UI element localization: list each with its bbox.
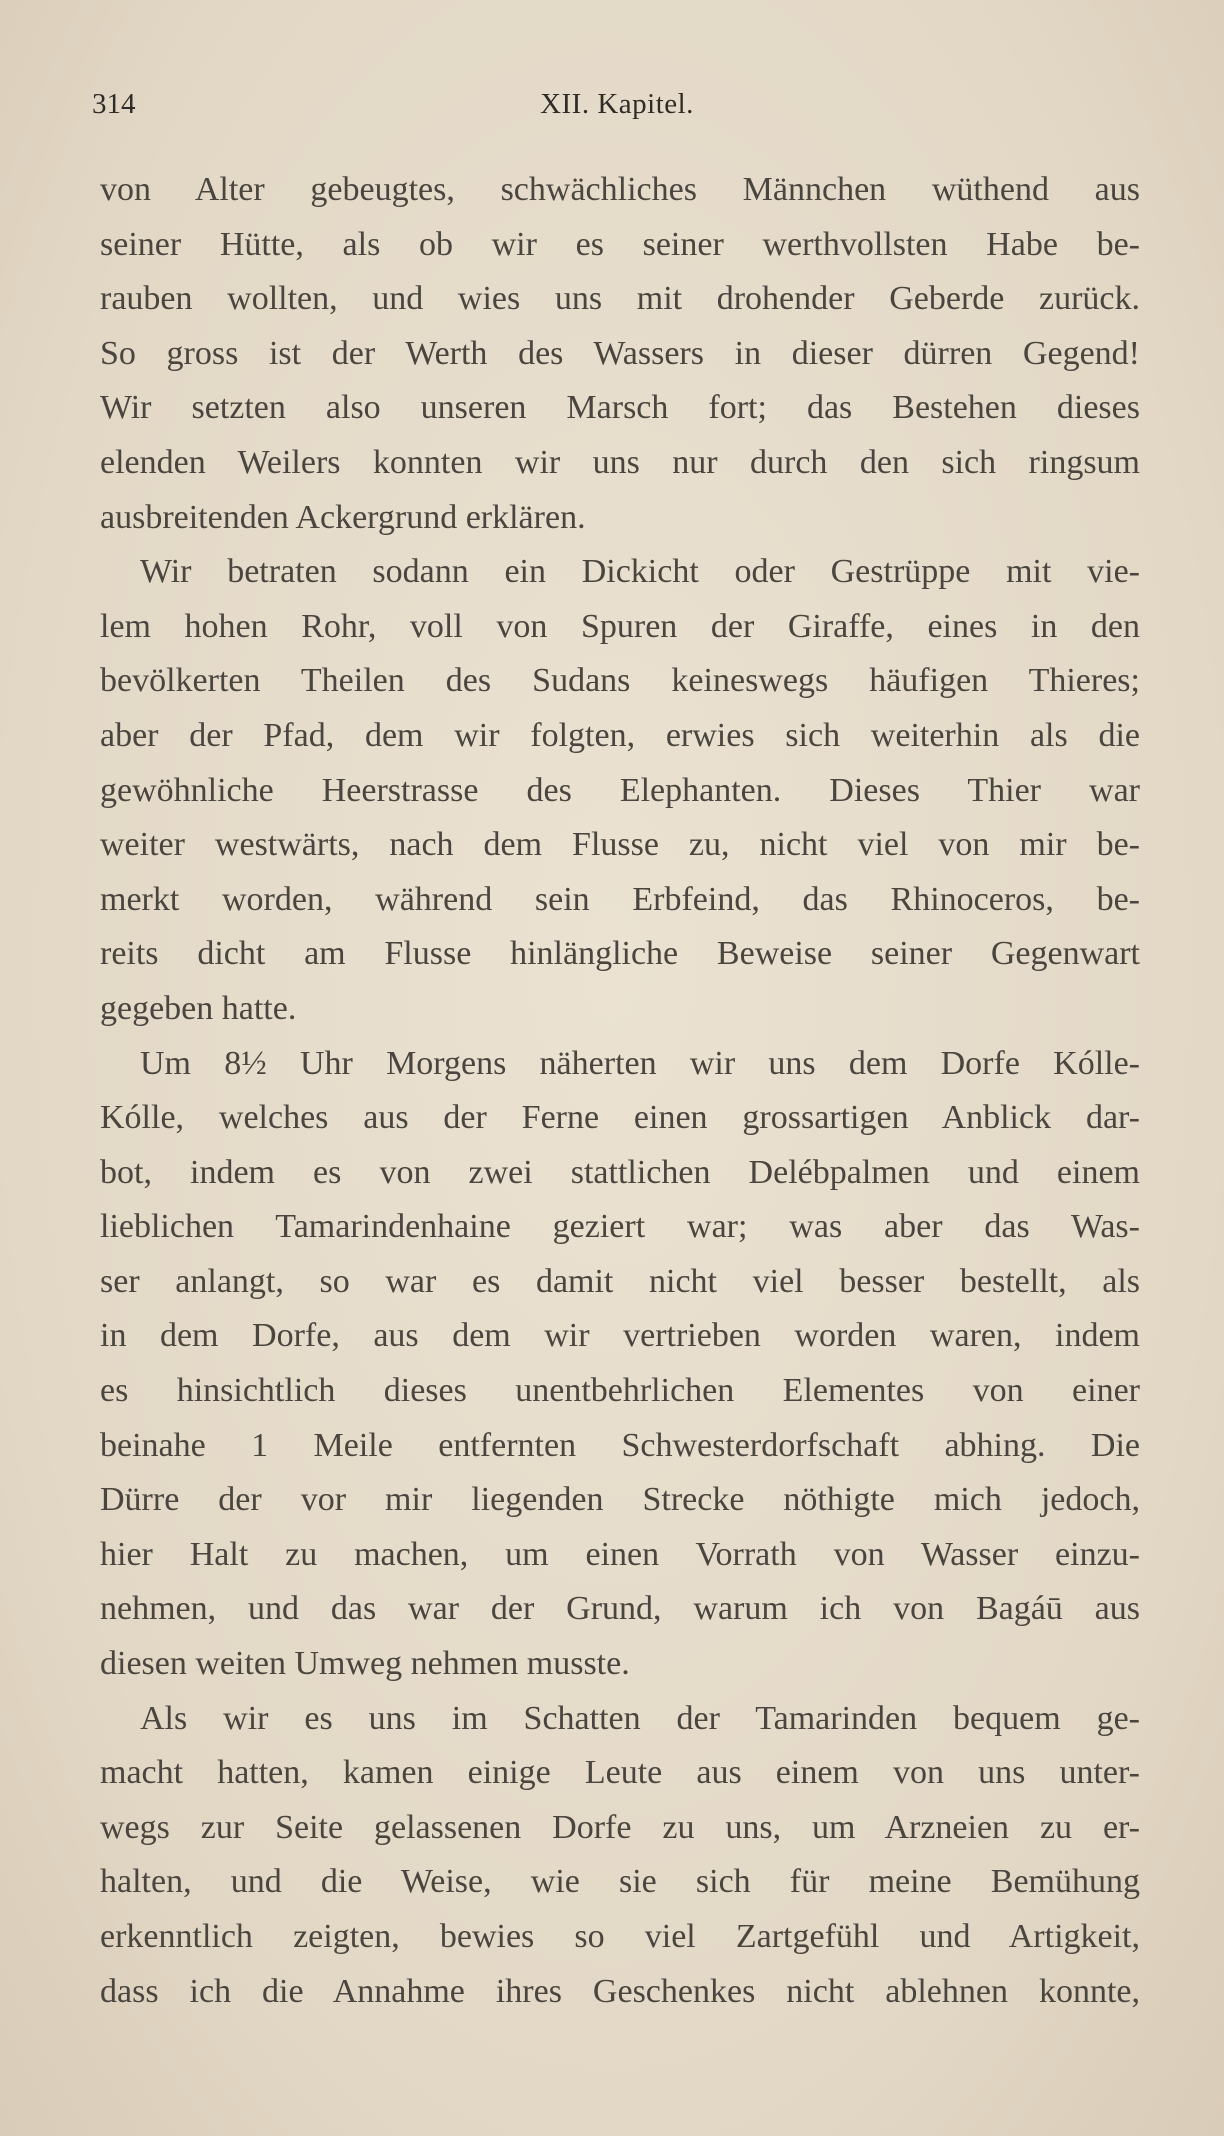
text-line: Kólle, welches aus der Ferne einen grossartigen Anblick dar-	[100, 1099, 1140, 1137]
text-line: ser anlangt, so war es damit nicht viel besser bestellt, als	[100, 1262, 1140, 1300]
running-head: XII. Kapitel.	[540, 88, 694, 120]
text-line: Um 8½ Uhr Morgens näherten wir uns dem Dorfe Kólle-	[140, 1044, 1140, 1082]
text-line: Als wir es uns im Schatten der Tamarinden bequem ge-	[140, 1699, 1140, 1737]
text-line: lieblichen Tamarindenhaine geziert war; was aber das Was-	[100, 1208, 1140, 1246]
text-line: bot, indem es von zwei stattlichen Delébpalmen und einem	[100, 1153, 1140, 1191]
text-line: reits dicht am Flusse hinlängliche Beweise seiner Gegenwart	[100, 935, 1140, 973]
text-line: es hinsichtlich dieses unentbehrlichen Elementes von einer	[100, 1372, 1140, 1410]
page-number: 314	[92, 88, 136, 120]
text-line: erkenntlich zeigten, bewies so viel Zartgefühl und Artigkeit,	[100, 1918, 1140, 1955]
text-line: seiner Hütte, als ob wir es seiner werthvollsten Habe be-	[100, 225, 1140, 263]
text-line: weiter westwärts, nach dem Flusse zu, nicht viel von mir be-	[100, 826, 1140, 864]
text-line: Wir setzten also unseren Marsch fort; das Bestehen dieses	[100, 389, 1140, 427]
body-text	[100, 163, 1140, 2019]
text-line: rauben wollten, und wies uns mit drohender Geberde zurück.	[100, 280, 1140, 318]
text-line: in dem Dorfe, aus dem wir vertrieben worden waren, indem	[100, 1317, 1140, 1355]
text-line: halten, und die Weise, wie sie sich für meine Bemühung	[100, 1863, 1140, 1901]
text-line: hier Halt zu machen, um einen Vorrath von Wasser einzu-	[100, 1535, 1140, 1573]
text-line: gegeben hatte.	[100, 989, 297, 1027]
page-header	[92, 88, 1142, 132]
text-line: merkt worden, während sein Erbfeind, das Rhinoceros, be-	[100, 880, 1140, 918]
text-line: aber der Pfad, dem wir folgten, erwies sich weiterhin als die	[100, 716, 1140, 754]
text-line: macht hatten, kamen einige Leute aus einem von uns unter-	[100, 1754, 1140, 1792]
text-line: bevölkerten Theilen des Sudans keineswegs häufigen Thieres;	[100, 662, 1140, 700]
text-line: wegs zur Seite gelassenen Dorfe zu uns, um Arzneien zu er-	[100, 1808, 1140, 1846]
text-line: lem hohen Rohr, voll von Spuren der Giraffe, eines in den	[100, 607, 1140, 645]
text-line: nehmen, und das war der Grund, warum ich von Bagáū aus	[100, 1590, 1140, 1628]
text-line: elenden Weilers konnten wir uns nur durch den sich ringsum	[100, 443, 1140, 481]
text-line: von Alter gebeugtes, schwächliches Männchen wüthend aus	[100, 171, 1140, 208]
text-line: Wir betraten sodann ein Dickicht oder Gestrüppe mit vie-	[140, 553, 1140, 591]
text-line: dass ich die Annahme ihres Geschenkes nicht ablehnen konnte,	[100, 1972, 1140, 2010]
text-line: Dürre der vor mir liegenden Strecke nöthigte mich jedoch,	[100, 1481, 1140, 1519]
text-line: beinahe 1 Meile entfernten Schwesterdorfschaft abhing. Die	[100, 1426, 1140, 1464]
text-line: ausbreitenden Ackergrund erklären.	[100, 498, 586, 536]
text-line: diesen weiten Umweg nehmen musste.	[100, 1645, 630, 1683]
text-line: gewöhnliche Heerstrasse des Elephanten. Dieses Thier war	[100, 771, 1140, 809]
text-line: So gross ist der Werth des Wassers in dieser dürren Gegend!	[100, 334, 1140, 372]
